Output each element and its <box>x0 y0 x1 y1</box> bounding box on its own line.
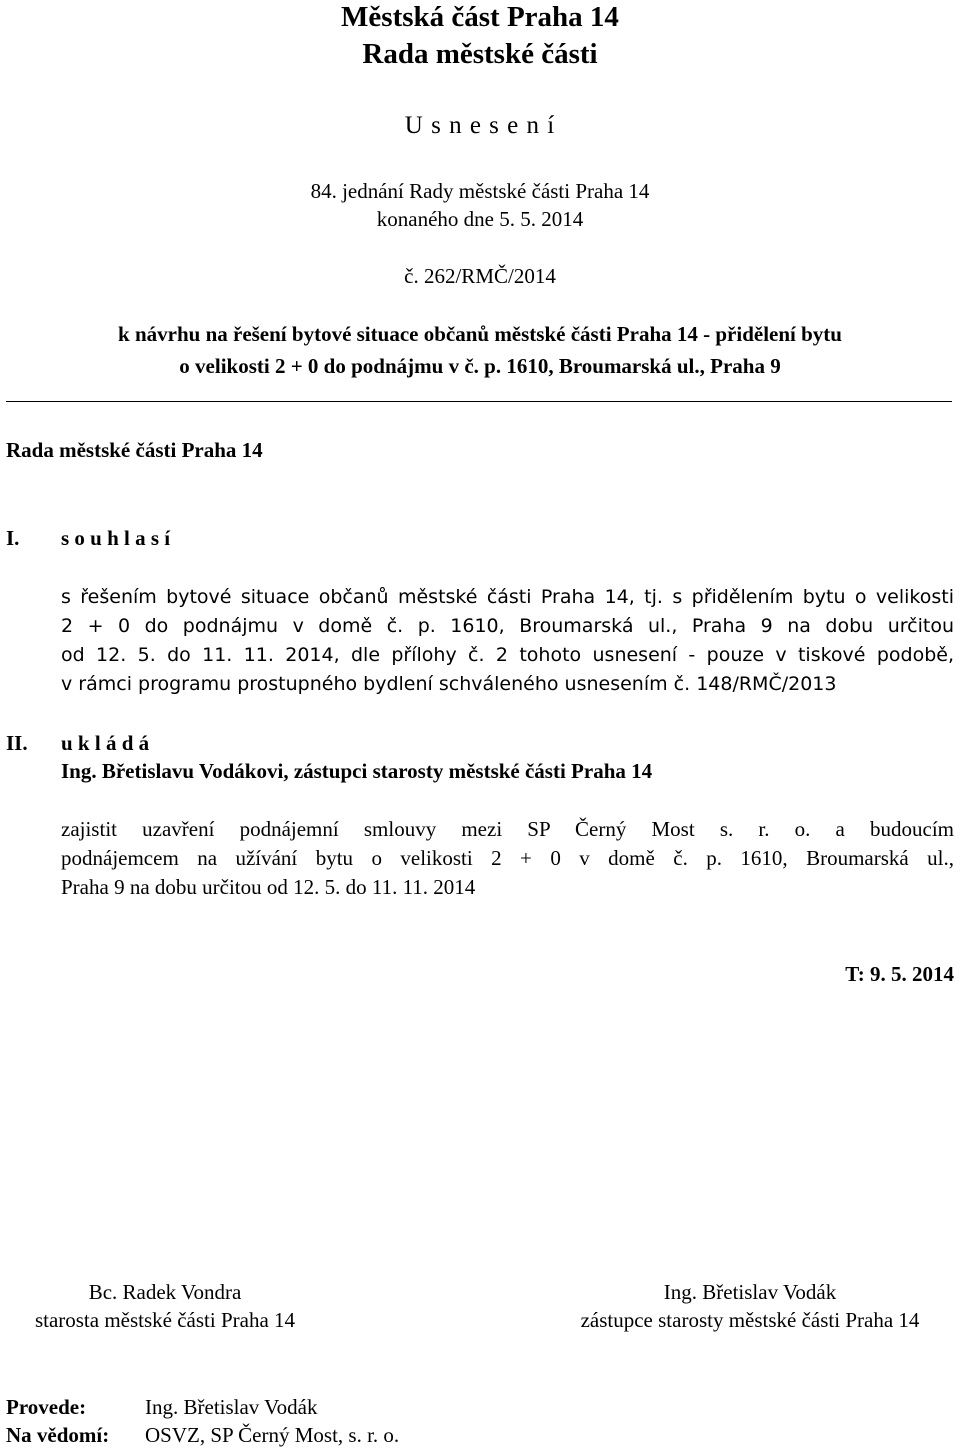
council-name: Rada městské části Praha 14 <box>6 438 263 462</box>
section-1-line-2: 2 + 0 do podnájmu v domě č. p. 1610, Broumarská ul., Praha 9 na dobu určitou <box>61 615 954 637</box>
left-signatory-name: Bc. Radek Vondra <box>88 1280 242 1304</box>
section-1-line-4: v rámci programu prostupného bydlení schváleného usnesením č. 148/RMČ/2013 <box>61 673 837 695</box>
subject-line-2: o velikosti 2 + 0 do podnájmu v č. p. 1610, Broumarská ul., Praha 9 <box>179 354 781 378</box>
meeting-info: 84. jednání Rady městské části Praha 14 <box>310 179 650 203</box>
section-1-line-3: od 12. 5. do 11. 11. 2014, dle přílohy č. 2 tohoto usnesení - pouze v tiskové podobě, <box>61 644 954 666</box>
divider <box>6 401 952 402</box>
section-2-line-1: zajistit uzavření podnájemní smlouvy mezi SP Černý Most s. r. o. a budoucím <box>61 817 954 841</box>
deadline: T: 9. 5. 2014 <box>845 962 954 986</box>
header-council: Rada městské části <box>362 38 598 70</box>
right-signatory-name: Ing. Břetislav Vodák <box>663 1280 837 1304</box>
na-vedomi-value: OSVZ, SP Černý Most, s. r. o. <box>145 1423 400 1447</box>
section-2-addressee: Ing. Břetislavu Vodákovi, zástupci starosty městské části Praha 14 <box>61 759 653 783</box>
document-title: U s n e s e n í <box>404 112 556 139</box>
section-2-numeral: II. <box>6 731 28 755</box>
section-2-verb: u k l á d á <box>61 731 150 755</box>
section-2-line-3: Praha 9 na dobu určitou od 12. 5. do 11. 11. 2014 <box>61 875 476 899</box>
na-vedomi-label: Na vědomí: <box>6 1423 110 1447</box>
provede-value: Ing. Břetislav Vodák <box>145 1395 318 1419</box>
subject-line-1: k návrhu na řešení bytové situace občanů městské části Praha 14 - přidělení bytu <box>118 322 842 346</box>
right-signatory-role: zástupce starosty městské části Praha 14 <box>580 1308 920 1332</box>
section-2-line-2: podnájemcem na užívání bytu o velikosti 2 + 0 v domě č. p. 1610, Broumarská ul., <box>61 846 954 870</box>
provede-label: Provede: <box>6 1395 87 1419</box>
left-signatory-role: starosta městské části Praha 14 <box>34 1308 296 1332</box>
section-1-numeral: I. <box>6 526 20 550</box>
section-1-verb: s o u h l a s í <box>61 526 171 550</box>
resolution-number: č. 262/RMČ/2014 <box>404 264 556 288</box>
meeting-date: konaného dne 5. 5. 2014 <box>376 207 584 231</box>
section-1-line-1: s řešením bytové situace občanů městské části Praha 14, tj. s přidělením bytu o velikosti <box>61 586 954 608</box>
header-municipality: Městská část Praha 14 <box>341 1 619 33</box>
